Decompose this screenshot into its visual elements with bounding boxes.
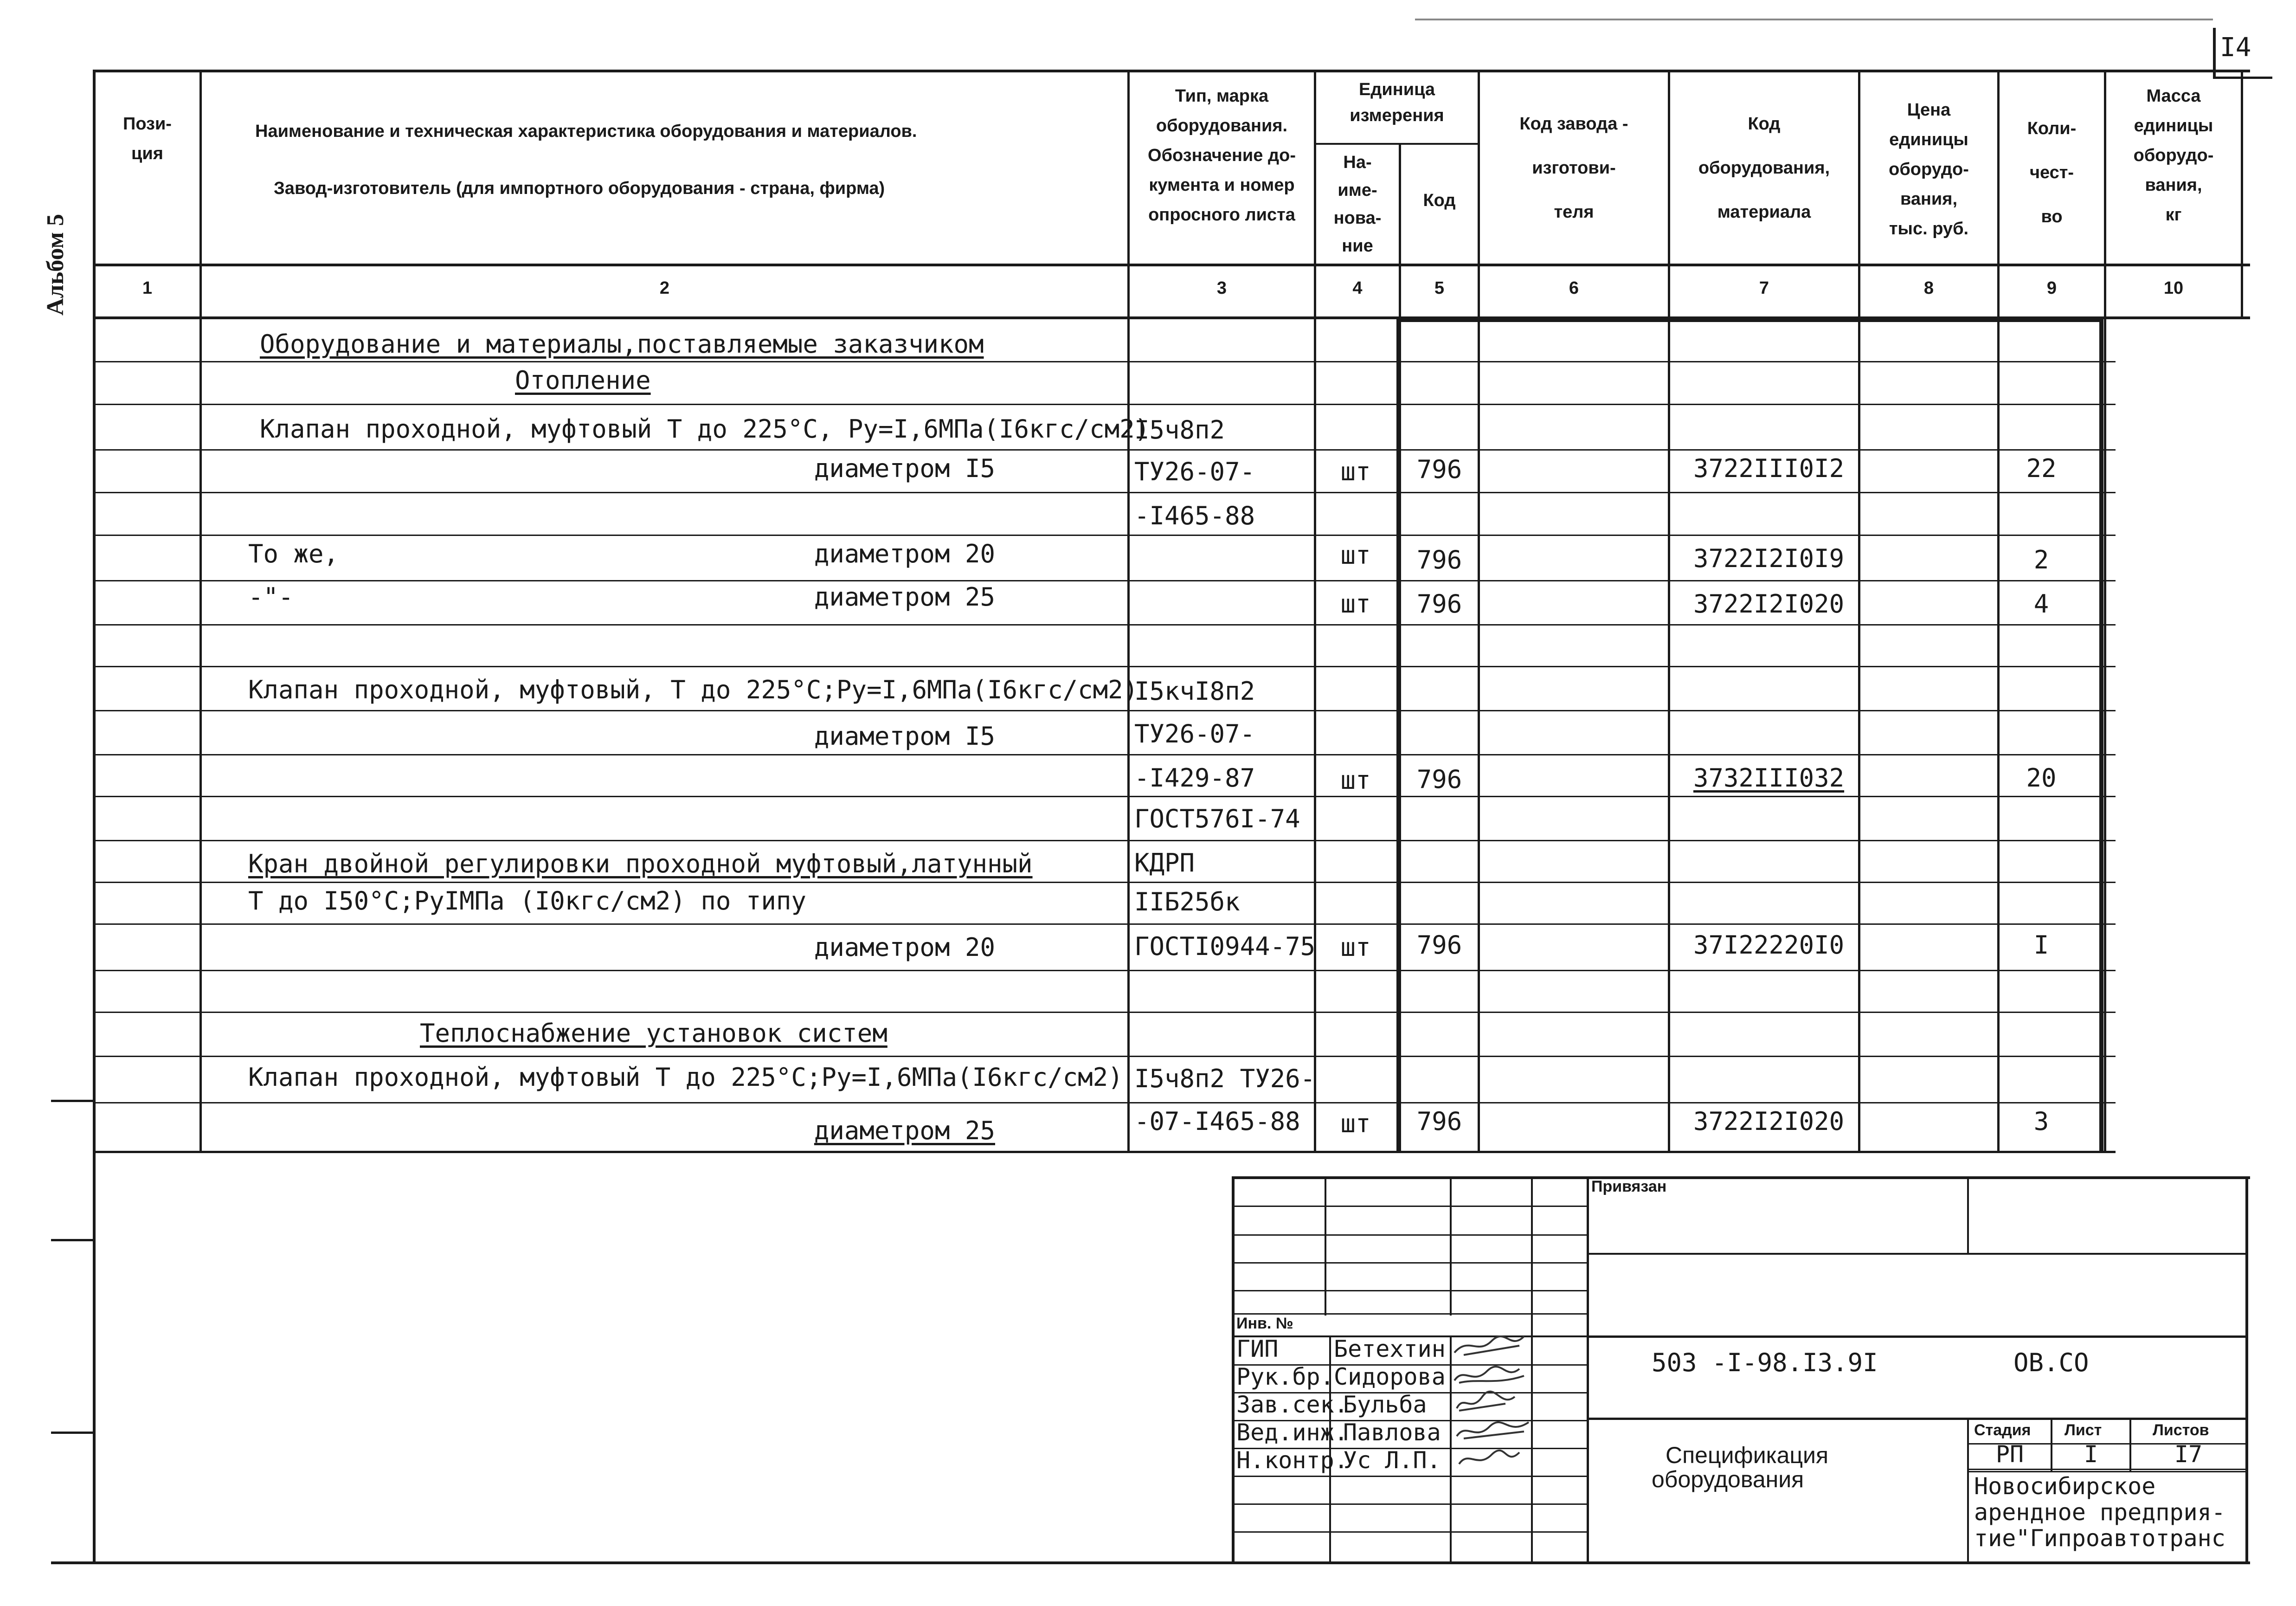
doc-code: 503 -I-98.I3.9I bbox=[1652, 1348, 1878, 1377]
row-line bbox=[93, 361, 2116, 362]
unit-group-divider bbox=[1314, 143, 1479, 145]
column-number: 5 bbox=[1434, 278, 1445, 298]
item-quantity: 3 bbox=[2033, 1107, 2049, 1136]
row-line bbox=[93, 754, 2116, 755]
staff-name: Павлова bbox=[1343, 1419, 1441, 1446]
sheets-label: Листов bbox=[2153, 1421, 2209, 1439]
inv-label: Инв. № bbox=[1236, 1315, 1293, 1332]
item-equipment-code: 3732III032 bbox=[1693, 763, 1845, 793]
margin-tick bbox=[51, 1239, 93, 1241]
staff-name: Ус Л.П. bbox=[1343, 1447, 1441, 1474]
margin-tick bbox=[51, 1100, 93, 1102]
header-name-line2: Завод-изготовитель (для импортного оборудования - страна, фирма) bbox=[274, 179, 885, 198]
row-line bbox=[93, 1012, 2116, 1013]
row-line bbox=[93, 1056, 2116, 1057]
tb-row bbox=[1967, 1469, 2248, 1470]
item-name: Клапан проходной, муфтовый, Т до 225°С;Ру=I,6МПа(I6кгс/см2) bbox=[248, 675, 1138, 704]
staff-role: ГИП bbox=[1236, 1335, 1279, 1362]
item-type: -07-I465-88 bbox=[1134, 1107, 1300, 1136]
item-equipment-code: 3722I2I020 bbox=[1693, 589, 1845, 619]
column-number: 8 bbox=[1923, 278, 1934, 298]
item-type: -I429-87 bbox=[1134, 763, 1255, 793]
page-bottom-border bbox=[51, 1561, 2250, 1564]
header-type: Тип, марка оборудования. Обозначение до- кумента и номер опросного листа bbox=[1148, 86, 1296, 225]
item-same: То же, bbox=[248, 539, 339, 568]
sheets-value: I7 bbox=[2174, 1441, 2203, 1468]
section-subtitle: Отопление bbox=[515, 366, 651, 395]
row-line bbox=[93, 1102, 2116, 1103]
row-line bbox=[93, 624, 2116, 626]
section-subtitle: Теплоснабжение установок систем bbox=[420, 1019, 888, 1048]
header-unit-group: Единица измерения bbox=[1350, 80, 1444, 125]
row-line bbox=[93, 882, 2116, 883]
item-diameter: диаметром 20 bbox=[814, 539, 995, 568]
row-line bbox=[93, 666, 2116, 667]
staff-name: Бетехтин bbox=[1334, 1335, 1446, 1362]
header-unit-name: На- име- нова- ние bbox=[1333, 153, 1382, 256]
header-equipment-code: Код оборудования, материала bbox=[1698, 114, 1830, 222]
item-name: Т до I50°С;РуIМПа (I0кгс/см2) по типу bbox=[248, 886, 806, 916]
signature-4 bbox=[1457, 1422, 1529, 1438]
column-number: 2 bbox=[659, 278, 670, 298]
bracket-left bbox=[1396, 318, 1401, 1151]
item-diameter: диаметром 25 bbox=[814, 582, 995, 612]
tb-top bbox=[1232, 1176, 2250, 1179]
item-unit: шт bbox=[1340, 541, 1371, 570]
staff-name: Сидорова bbox=[1334, 1363, 1446, 1390]
item-quantity: 4 bbox=[2033, 589, 2049, 619]
column-number: 10 bbox=[2163, 278, 2184, 298]
item-quantity: 22 bbox=[2026, 454, 2057, 483]
table-top-border bbox=[93, 70, 2250, 72]
tb-row bbox=[1587, 1335, 2248, 1338]
album-label: Альбом 5 bbox=[42, 214, 69, 316]
row-line bbox=[93, 970, 2116, 971]
header-mass: Масса единицы оборудо- вания, кг bbox=[2133, 86, 2214, 225]
column-number: 9 bbox=[2046, 278, 2057, 298]
stage-label: Стадия bbox=[1974, 1421, 2031, 1439]
item-name: Клапан проходной, муфтовый Т до 225°С, Ру=I,6МПа(I6кгс/см2) bbox=[260, 414, 1150, 444]
item-unit: шт bbox=[1340, 766, 1371, 795]
col-line bbox=[199, 70, 202, 1153]
header-position: Пози- ция bbox=[123, 114, 172, 163]
item-type: ТУ26-07- bbox=[1134, 719, 1255, 748]
item-unit-code: 796 bbox=[1416, 545, 1462, 574]
table-header-bottom bbox=[93, 264, 2250, 266]
header-quantity: Коли- чест- во bbox=[2027, 119, 2077, 226]
tb-row bbox=[1232, 1503, 1589, 1505]
item-equipment-code: 37I22220I0 bbox=[1693, 930, 1845, 960]
signature-3 bbox=[1457, 1392, 1515, 1411]
row-line bbox=[93, 796, 2116, 797]
item-equipment-code: 3722I2I0I9 bbox=[1693, 544, 1845, 573]
item-diameter: диаметром 25 bbox=[814, 1116, 995, 1145]
item-unit: шт bbox=[1340, 589, 1371, 619]
item-same: -"- bbox=[248, 582, 294, 612]
sheet-number: I4 bbox=[2220, 32, 2251, 63]
bound-label: Привязан bbox=[1591, 1178, 1667, 1195]
column-number: 3 bbox=[1216, 278, 1227, 298]
sheet-label: Лист bbox=[2064, 1421, 2102, 1439]
margin-tick bbox=[51, 1432, 93, 1434]
sheet-value: I bbox=[2084, 1441, 2098, 1468]
item-unit: шт bbox=[1340, 1109, 1371, 1138]
top-right-rule bbox=[1415, 19, 2213, 20]
item-type: ТУ26-07- bbox=[1134, 457, 1255, 486]
item-type: I5ч8п2 bbox=[1134, 415, 1225, 445]
column-number: 4 bbox=[1352, 278, 1363, 298]
item-type: I5ч8п2 ТУ26- bbox=[1134, 1064, 1316, 1093]
doc-mark: ОВ.СО bbox=[2013, 1348, 2089, 1377]
item-unit: шт bbox=[1340, 933, 1371, 962]
item-quantity: 20 bbox=[2026, 763, 2057, 793]
tb-row bbox=[1587, 1253, 2248, 1255]
item-type: КДРП bbox=[1134, 848, 1195, 877]
item-name: Клапан проходной, муфтовый Т до 225°С;Ру=I,6МПа(I6кгс/см2) bbox=[248, 1063, 1123, 1092]
tb-row bbox=[1232, 1290, 1589, 1291]
bracket-right bbox=[2099, 318, 2103, 1151]
item-unit-code: 796 bbox=[1416, 765, 1462, 794]
signature-2 bbox=[1454, 1367, 1524, 1383]
item-quantity: I bbox=[2033, 930, 2049, 960]
column-number: 6 bbox=[1569, 278, 1579, 298]
tb-row bbox=[1587, 1418, 2248, 1420]
row-line bbox=[93, 840, 2116, 841]
col-line bbox=[2241, 70, 2243, 316]
section-title: Оборудование и материалы,поставляемые заказчиком bbox=[260, 329, 984, 359]
column-number: 1 bbox=[142, 278, 153, 298]
item-type: ГОСТI0944-75 bbox=[1134, 932, 1316, 961]
table-body-bottom bbox=[93, 1151, 2116, 1153]
item-equipment-code: 3722I2I020 bbox=[1693, 1107, 1845, 1136]
tb-row bbox=[1967, 1471, 2248, 1472]
doc-title: Спецификация оборудования bbox=[1652, 1442, 1829, 1492]
bracket-top bbox=[1396, 318, 2103, 322]
signatures bbox=[1450, 1327, 1598, 1476]
tb-grid bbox=[1450, 1176, 1452, 1316]
item-unit-code: 796 bbox=[1416, 1107, 1462, 1136]
item-type: I5кчI8п2 bbox=[1134, 677, 1255, 706]
staff-role: Зав.сек. bbox=[1236, 1391, 1348, 1418]
tb-grid bbox=[1967, 1418, 1969, 1561]
header-factory-code: Код завода - изготови- теля bbox=[1519, 114, 1628, 222]
row-line bbox=[93, 710, 2116, 711]
signature-1 bbox=[1454, 1336, 1524, 1355]
column-number: 7 bbox=[1759, 278, 1769, 298]
staff-name: Бульба bbox=[1343, 1391, 1427, 1418]
row-line bbox=[93, 404, 2116, 405]
item-unit-code: 796 bbox=[1416, 455, 1462, 484]
signature-5 bbox=[1459, 1451, 1519, 1464]
item-type: -I465-88 bbox=[1134, 501, 1255, 530]
item-name: Кран двойной регулировки проходной муфтовый,латунный bbox=[248, 849, 1033, 878]
row-line bbox=[93, 535, 2116, 536]
item-unit: шт bbox=[1340, 457, 1371, 486]
item-unit-code: 796 bbox=[1416, 930, 1462, 960]
row-line bbox=[93, 580, 2116, 581]
item-diameter: диаметром 20 bbox=[814, 933, 995, 962]
col-line bbox=[1127, 70, 1130, 1153]
header-unit-code: Код bbox=[1423, 191, 1456, 210]
item-type: ГОСТ576I-74 bbox=[1134, 804, 1300, 833]
tb-grid bbox=[1325, 1176, 1326, 1316]
tb-row bbox=[1232, 1262, 1589, 1264]
staff-role: Н.контр. bbox=[1236, 1447, 1348, 1474]
row-line bbox=[93, 492, 2116, 493]
item-type: IIБ25бк bbox=[1134, 887, 1240, 916]
item-diameter: диаметром I5 bbox=[814, 454, 995, 483]
row-line bbox=[93, 449, 2116, 451]
item-equipment-code: 3722III0I2 bbox=[1693, 454, 1845, 483]
item-diameter: диаметром I5 bbox=[814, 722, 995, 751]
tb-row bbox=[1232, 1234, 1589, 1236]
header-price: Цена единицы оборудо- вания, тыс. руб. bbox=[1889, 100, 1969, 239]
col-line bbox=[2104, 70, 2106, 1153]
staff-role: Вед.инж. bbox=[1236, 1419, 1348, 1446]
tb-row bbox=[1232, 1206, 1589, 1207]
item-quantity: 2 bbox=[2033, 545, 2049, 574]
header-name-line1: Наименование и техническая характеристика оборудования и материалов. bbox=[255, 122, 917, 141]
staff-role: Рук.бр. bbox=[1236, 1363, 1334, 1390]
organization: Новосибирское арендное предприя- тие"Гипроавтотранс bbox=[1974, 1473, 2225, 1552]
item-unit-code: 796 bbox=[1416, 589, 1462, 619]
row-line bbox=[93, 923, 2116, 925]
tb-grid bbox=[1967, 1176, 1969, 1253]
tb-row bbox=[1232, 1476, 1589, 1477]
tb-right bbox=[2245, 1176, 2248, 1561]
stage-value: РП bbox=[1995, 1441, 2024, 1468]
tb-row bbox=[1232, 1531, 1589, 1533]
